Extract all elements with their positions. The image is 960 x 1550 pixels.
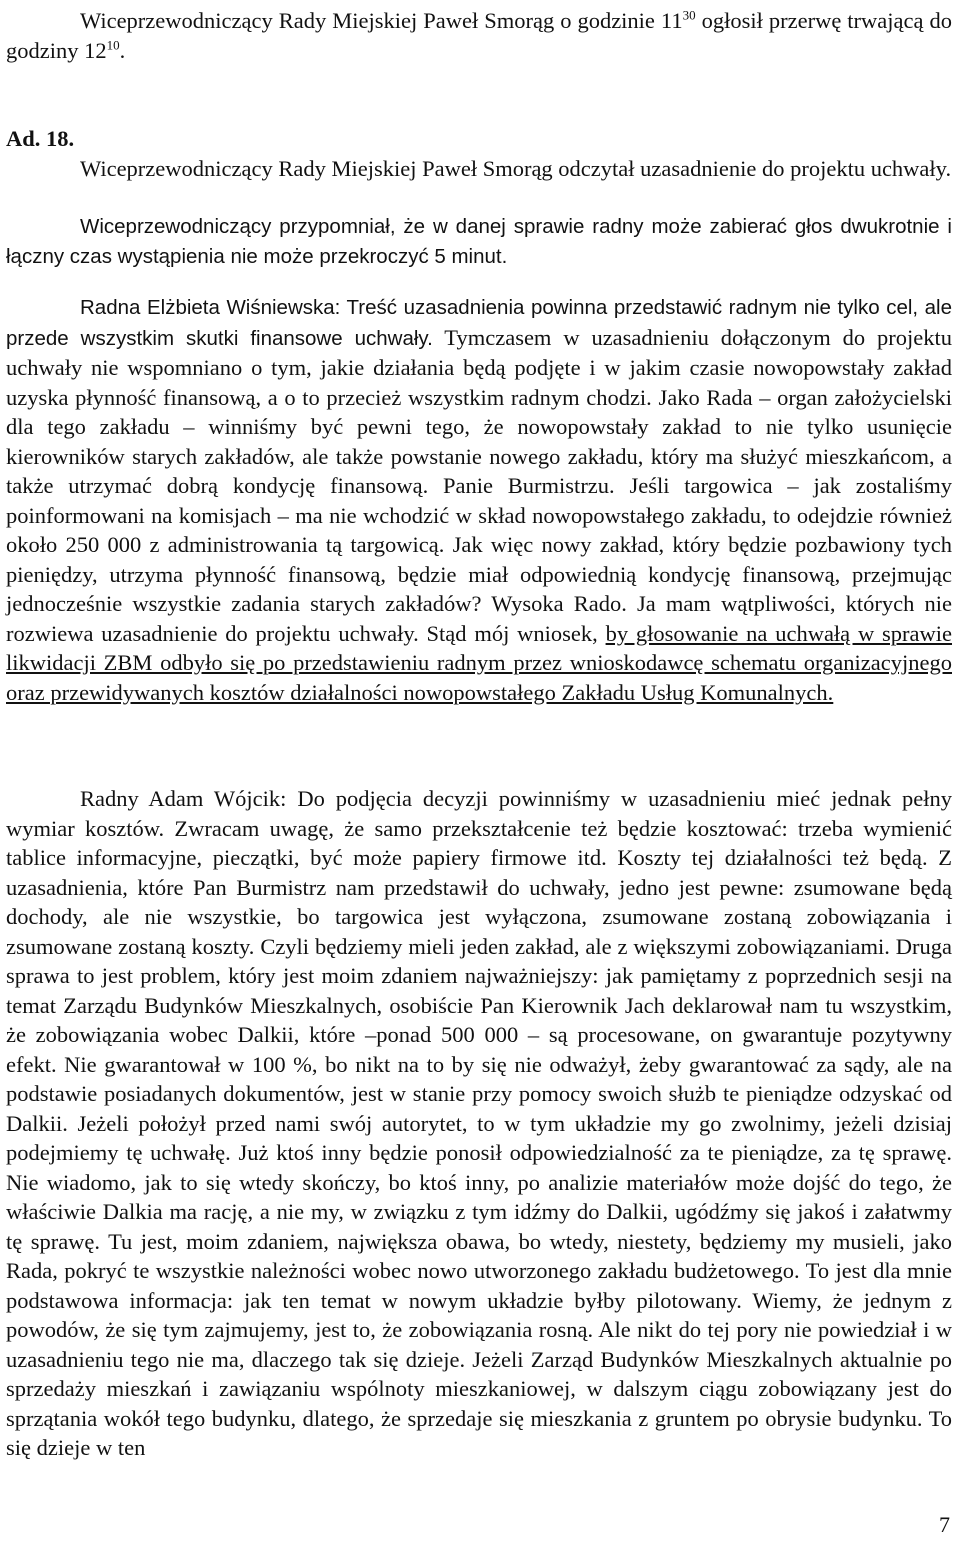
wisniewska-body: Tymczasem w uzasadnieniu dołączonym do projektu uchwały nie wspomniano o tym, jakie działania będą podjęte i w jakim czasie nowopowstały zakład uzyska płynność finansową, a o to przecież wszystkim radnym chodzi. Jako Rada – organ założycielski dla tego zakładu – winniśmy być pewni tego, że nowopowstały zakład to nie tylko usunięcie kierowników starych zakładów, ale także powstanie nowego zakładu, który ma służyć mieszkańcom, a także utrzymać dobrą kondycję finansową. Panie Burmistrzu. Jeśli targowica – jak zostaliśmy poinformowani na komisjach – ma nie wchodzić w skład nowopowstałego zakładu, to odejdzie również około 250 000 z administrowania tą targowicą. Jak więc nowy zakład, który będzie pozbawiony tych pieniędzy, utrzyma płynność finansową, będzie miał odpowiednią kondycję finansową, przejmując jednocześnie wszystkie zadania starych zakładów? Wysoka Rado. Ja mam wątpliwości, których nie rozwiewa uzasadnienie do projektu uchwały. Stąd mój wniosek, bbox=[6, 324, 952, 646]
break-text-3: . bbox=[119, 37, 126, 63]
break-text-2: ogłosił przerwę trwającą do godziny 12 bbox=[6, 8, 952, 63]
break-text-1: Wiceprzewodniczący Rady Miejskiej Paweł Smorąg o godzinie 11 bbox=[80, 8, 683, 33]
page-number: 7 bbox=[939, 1512, 950, 1537]
paragraph-wisniewska bbox=[6, 292, 952, 707]
paragraph-speaking-rules: Wiceprzewodniczący przypomniał, że w danej sprawie radny może zabierać głos dwukrotnie i łączny czas wystąpienia nie może przekroczyć 5 minut. bbox=[6, 215, 952, 268]
wisniewska-opening: Radna Elżbieta Wiśniewska: Treść uzasadnienia powinna przedstawić radnym nie tylko cel, ale przede wszystkim skutki finansowe uchwały. bbox=[6, 296, 952, 350]
break-time-sup-1: 30 bbox=[682, 7, 696, 23]
break-time-sup-2: 10 bbox=[106, 37, 120, 52]
paragraph-wojcik: Radny Adam Wójcik: Do podjęcia decyzji powinniśmy w uzasadnieniu mieć jednak pełny wymiar kosztów. Zwracam uwagę, że samo przekształcenie też będzie kosztować: trzeba wymienić tablice informacyjne, pieczątki, być może papiery firmowe itd. Koszty tej działalności też będą. Z uzasadnienia, które Pan Burmistrz nam przedstawił do uchwały, jedno jest pewne: zsumowane będą dochody, ale nie wszystkie, bo targowica jest wyłączona, zsumowane zostaną zobowiązania i zsumowane zostaną koszty. Czyli będziemy mieli jeden zakład, ale z większymi zobowiązaniami. Druga sprawa to jest problem, który jest moim zdaniem najważniejszy: jak pamiętamy z poprzednich sesji na temat Zarządu Budynków Mieszkalnych, osobiście Pan Kierownik Jach deklarował nam tu wszystkim, że zobowiązania wobec Dalkii, które –ponad 500 000 – są procesowane, on gwarantuje pozytywny efekt. Nie gwarantował w 100 %, bo nikt na to by się nie odważył, żeby gwarantować za sądy, ale na podstawie posiadanych dokumentów, jest w stanie przy pomocy swoich służb te pieniądze odzyskać od Dalkii. Jeżeli położył przed nami swój autorytet, to w tym układzie my go zwolnimy, jeżeli dzisiaj podejmiemy tę uchwałę. Już ktoś inny będzie ponosił odpowiedzialność za te pieniądze, za tę sprawę. Nie wiadomo, jak to się wtedy skończy, bo ktoś inny, po analizie materiałów może dojść do tego, że właściwie Dalkia ma rację, a nie my, w związku z tym idźmy do Dalkii, ugódźmy się jakoś i załatwmy tę sprawę. Tu jest, moim zdaniem, największa obawa, bo wtedy, niestety, będziemy my musieli, jako Rada, pokryć te wszystkie należności wobec nowo utworzonego zakładu budżetowego. To jest dla mnie podstawowa informacja: jak ten temat w nowym układzie byłby pilotowany. Wiemy, że jednym z powodów, że się tym zajmujemy, jest to, że zobowiązania rosną. Ale nikt do tej pory nie powiedział i w uzasadnieniu tego nie ma, dlaczego tak się dzieje. Jeżeli Zarząd Budynków Mieszkalnych aktualnie po sprzedaży mieszkań i zawiązaniu wspólnoty mieszkaniowej, w dalszym ciągu zobowiązany jest do sprzątania wokół tego budynku, dlatego, że sprzedaje się mieszkania z gruntem po obrysie budynku. To się dzieje w ten bbox=[6, 786, 952, 1460]
agenda-section bbox=[6, 124, 952, 183]
paragraph-break-announcement bbox=[6, 6, 952, 65]
paragraph-reading: Wiceprzewodniczący Rady Miejskiej Paweł Smorąg odczytał uzasadnienie do projektu uchwały. bbox=[80, 155, 952, 181]
agenda-heading: Ad. 18. bbox=[6, 126, 75, 151]
wisniewska-motion: by głosowanie na uchwałą w sprawie likwidacji ZBM odbyło się po przedstawieniu radnym przez wnioskodawcę schematu organizacyjnego oraz przewidywanych kosztów działalności nowopowstałego Zakładu Usług Komunalnych. bbox=[6, 620, 952, 705]
